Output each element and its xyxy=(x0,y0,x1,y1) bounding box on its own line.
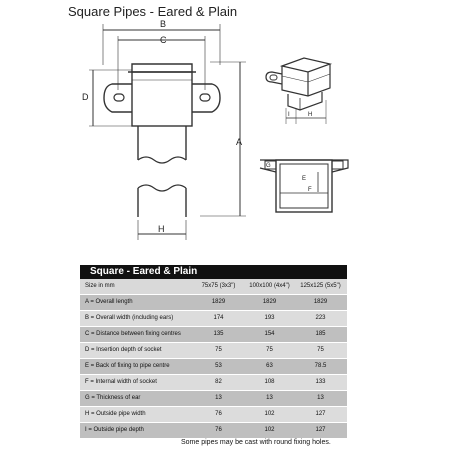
table-row: B = Overall width (including ears) 174 193 223 xyxy=(80,311,347,327)
dim-label-d: D xyxy=(82,92,89,102)
dim-label-i: I xyxy=(288,112,290,118)
size-label: Size in mm xyxy=(85,283,115,289)
dim-label-e: E xyxy=(302,176,307,182)
specification-table xyxy=(80,265,347,439)
table-row: H = Outside pipe width 76 102 127 xyxy=(80,407,347,423)
dim-label-f: F xyxy=(308,187,312,193)
dim-label-a: A xyxy=(236,137,243,147)
dim-label-h: H xyxy=(158,224,165,234)
dim-label-b: B xyxy=(160,19,167,29)
table-row: C = Distance between fixing centres 135 154 185 xyxy=(80,327,347,343)
table-row: D = Insertion depth of socket 75 75 75 xyxy=(80,343,347,359)
table-row: A = Overall length 1829 1829 1829 xyxy=(80,295,347,311)
table-heading: Square - Eared & Plain xyxy=(80,265,347,279)
dim-label-g: G xyxy=(266,163,271,169)
column-header: 75x75 (3x3") xyxy=(201,283,236,289)
dim-label-h-small: H xyxy=(308,112,313,118)
table-row: I = Outside pipe depth 76 102 127 xyxy=(80,423,347,439)
table-row: G = Thickness of ear 13 13 13 xyxy=(80,391,347,407)
table-row: E = Back of fixing to pipe centre 53 63 78.5 xyxy=(80,359,347,375)
footnote: Some pipes may be cast with round fixing holes. xyxy=(181,439,331,446)
column-header: 100x100 (4x4") xyxy=(249,283,290,289)
table-header-row xyxy=(80,279,347,295)
page-title: Square Pipes - Eared & Plain xyxy=(68,4,238,19)
table-row: F = Internal width of socket 82 108 133 xyxy=(80,375,347,391)
dim-label-c: C xyxy=(160,35,167,45)
column-header: 125x125 (5x5") xyxy=(300,283,341,289)
